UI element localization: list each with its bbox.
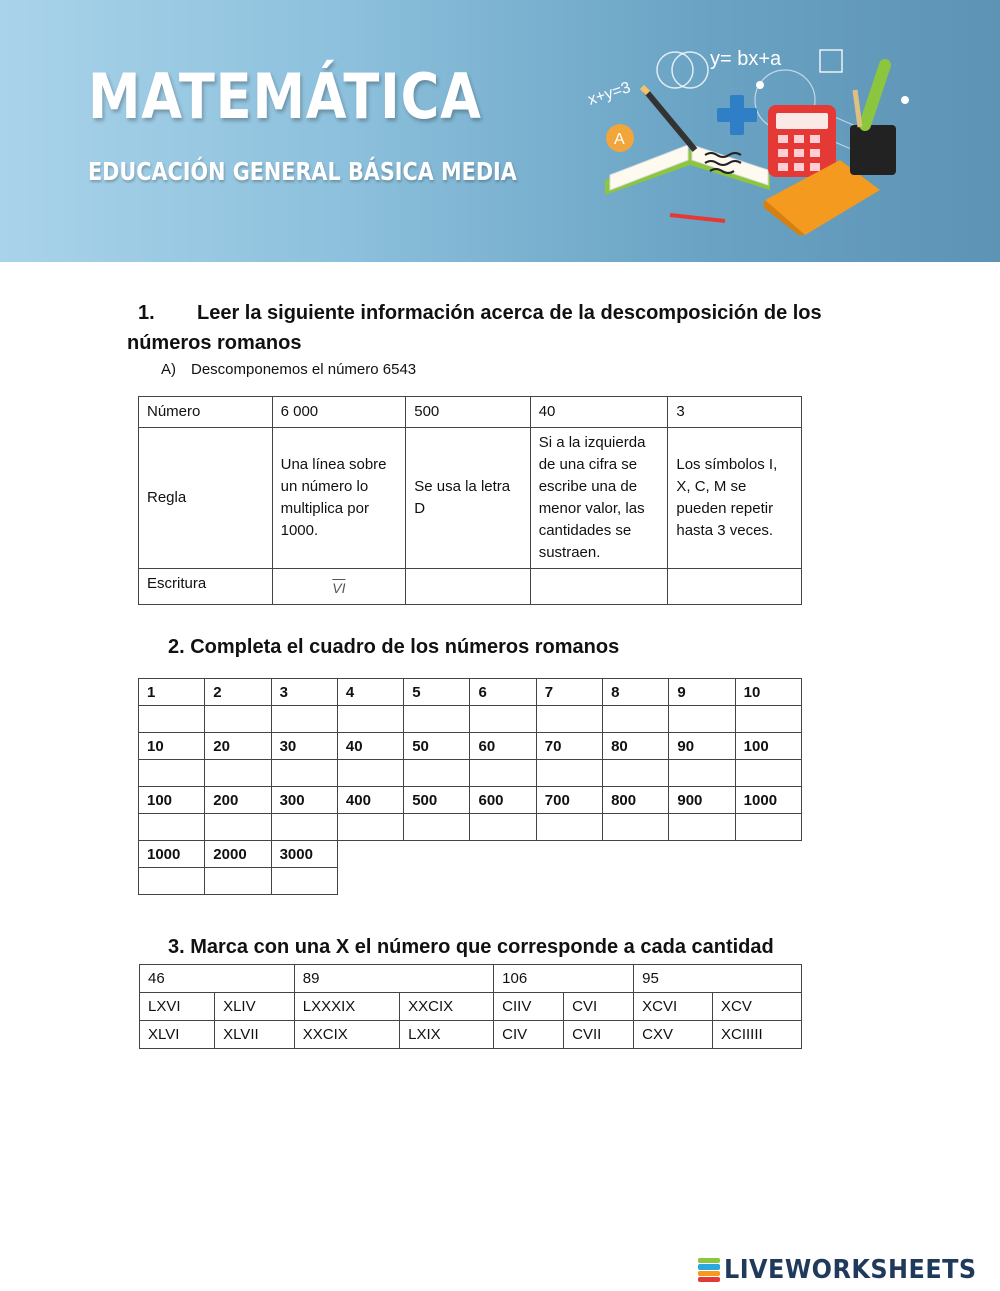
table-cell: 9 bbox=[669, 679, 735, 706]
subtitle-letter: A) bbox=[161, 361, 176, 378]
table-row bbox=[139, 787, 802, 814]
table-cell: 2000 bbox=[205, 841, 271, 868]
option-cell[interactable]: LXXXIX bbox=[294, 993, 399, 1021]
option-cell[interactable]: LXIX bbox=[400, 1021, 494, 1049]
table-cell: 106 bbox=[494, 965, 634, 993]
table-row bbox=[139, 841, 802, 868]
table-cell: 40 bbox=[337, 733, 403, 760]
answer-row bbox=[139, 760, 802, 787]
table-cell: 70 bbox=[536, 733, 602, 760]
answer-input-cell[interactable] bbox=[139, 814, 205, 841]
subtitle-text: Descomponemos el número 6543 bbox=[191, 361, 417, 378]
table-row bbox=[139, 679, 802, 706]
answer-input-cell[interactable] bbox=[337, 760, 403, 787]
table-cell: 90 bbox=[669, 733, 735, 760]
table-cell: 10 bbox=[735, 679, 801, 706]
answer-input-cell[interactable] bbox=[271, 814, 337, 841]
option-cell[interactable]: CXV bbox=[634, 1021, 713, 1049]
option-cell[interactable]: XLVI bbox=[140, 1021, 215, 1049]
answer-input-cell[interactable] bbox=[139, 760, 205, 787]
table-row-numero bbox=[139, 397, 802, 428]
formula-text-1: y= bx+a bbox=[710, 48, 782, 70]
option-cell[interactable]: CVI bbox=[564, 993, 634, 1021]
table-cell: Una línea sobre un número lo multiplica por 1000. bbox=[272, 428, 406, 569]
answer-input-cell[interactable] bbox=[205, 706, 271, 733]
option-cell[interactable]: XLIV bbox=[215, 993, 295, 1021]
table-cell: 46 bbox=[140, 965, 295, 993]
table-cell: 89 bbox=[294, 965, 493, 993]
table-cell: 30 bbox=[271, 733, 337, 760]
art-letter-a: A bbox=[614, 131, 625, 148]
question-3-heading: 3. Marca con una X el número que corresponde a cada cantidad bbox=[168, 936, 774, 958]
liveworksheets-logo bbox=[698, 1255, 999, 1285]
table-cell: 400 bbox=[337, 787, 403, 814]
table-cell: 300 bbox=[271, 787, 337, 814]
table-cell: 6 000 bbox=[272, 397, 406, 428]
question-1-heading-line2: números romanos bbox=[127, 332, 302, 354]
table-row-regla bbox=[139, 428, 802, 569]
table-cell bbox=[272, 569, 406, 605]
answer-input-cell[interactable] bbox=[205, 760, 271, 787]
table-cell: 4 bbox=[337, 679, 403, 706]
answer-input-cell[interactable] bbox=[470, 760, 536, 787]
answer-input-cell[interactable] bbox=[404, 814, 470, 841]
answer-input-cell[interactable] bbox=[470, 706, 536, 733]
answer-row bbox=[139, 814, 802, 841]
table-row-headers bbox=[140, 965, 802, 993]
answer-input-cell[interactable] bbox=[337, 814, 403, 841]
table-cell: Número bbox=[139, 397, 273, 428]
option-cell[interactable]: CIV bbox=[494, 1021, 564, 1049]
answer-input-cell[interactable] bbox=[669, 706, 735, 733]
option-cell[interactable]: XXCIX bbox=[294, 1021, 399, 1049]
table-cell: 20 bbox=[205, 733, 271, 760]
formula-text-2: x+y=3 bbox=[585, 79, 633, 109]
answer-input-cell[interactable] bbox=[603, 706, 669, 733]
answer-input-cell[interactable] bbox=[271, 706, 337, 733]
table-cell: 3 bbox=[271, 679, 337, 706]
table-cell: 3000 bbox=[271, 841, 337, 868]
option-cell[interactable]: LXVI bbox=[140, 993, 215, 1021]
table-cell: Regla bbox=[139, 428, 273, 569]
table-cell: 2 bbox=[205, 679, 271, 706]
answer-row bbox=[139, 706, 802, 733]
answer-input-cell[interactable] bbox=[205, 868, 271, 895]
table-cell: 40 bbox=[530, 397, 668, 428]
table-row-escritura bbox=[139, 569, 802, 605]
answer-input-cell[interactable] bbox=[404, 760, 470, 787]
table-cell: Se usa la letra D bbox=[406, 428, 530, 569]
multiple-choice-table bbox=[139, 964, 802, 1049]
table-cell: 1000 bbox=[735, 787, 801, 814]
table-row-options bbox=[140, 993, 802, 1021]
option-cell[interactable]: CIIV bbox=[494, 993, 564, 1021]
table-cell: 5 bbox=[404, 679, 470, 706]
table-cell: 800 bbox=[603, 787, 669, 814]
answer-input-cell[interactable] bbox=[139, 706, 205, 733]
roman-overline-value: $\overline{VI}$ bbox=[332, 580, 346, 596]
answer-input-cell[interactable] bbox=[735, 706, 801, 733]
logo-text: LIVEWORKSHEETS bbox=[724, 1255, 977, 1285]
answer-input-cell[interactable] bbox=[536, 760, 602, 787]
answer-input-cell[interactable] bbox=[603, 760, 669, 787]
table-cell: 8 bbox=[603, 679, 669, 706]
answer-input-cell[interactable] bbox=[271, 760, 337, 787]
table-cell: 1 bbox=[139, 679, 205, 706]
table-cell: 1000 bbox=[139, 841, 205, 868]
answer-input-cell[interactable] bbox=[669, 814, 735, 841]
math-illustration bbox=[580, 35, 910, 235]
answer-input-cell[interactable] bbox=[735, 814, 801, 841]
table-cell: 7 bbox=[536, 679, 602, 706]
decomposition-table bbox=[138, 396, 802, 605]
option-cell[interactable]: XCVI bbox=[634, 993, 713, 1021]
answer-input-cell[interactable] bbox=[470, 814, 536, 841]
answer-input-cell[interactable] bbox=[530, 569, 668, 605]
answer-row bbox=[139, 868, 802, 895]
table-cell: 200 bbox=[205, 787, 271, 814]
answer-input-cell[interactable] bbox=[536, 814, 602, 841]
question-1-subtitle bbox=[161, 361, 416, 378]
liveworksheets-logo-icon bbox=[698, 1258, 720, 1282]
answer-input-cell[interactable] bbox=[603, 814, 669, 841]
table-cell: 700 bbox=[536, 787, 602, 814]
answer-input-cell[interactable] bbox=[406, 569, 530, 605]
header-banner bbox=[0, 0, 1000, 262]
table-cell: Si a la izquierda de una cifra se escribe una de menor valor, las cantidades se sustraen. bbox=[530, 428, 668, 569]
question-2-heading: 2. Completa el cuadro de los números romanos bbox=[168, 636, 620, 658]
question-1-number: 1. bbox=[138, 302, 155, 324]
banner-subtitle: EDUCACIÓN GENERAL BÁSICA MEDIA bbox=[88, 157, 517, 186]
answer-input-cell[interactable] bbox=[536, 706, 602, 733]
table-cell: 80 bbox=[603, 733, 669, 760]
table-cell: 500 bbox=[406, 397, 530, 428]
roman-numerals-table bbox=[138, 678, 802, 895]
option-cell[interactable]: XLVII bbox=[215, 1021, 295, 1049]
answer-input-cell[interactable] bbox=[735, 760, 801, 787]
table-cell: 600 bbox=[470, 787, 536, 814]
table-cell: 10 bbox=[139, 733, 205, 760]
option-cell[interactable]: XCV bbox=[713, 993, 802, 1021]
table-cell: 900 bbox=[669, 787, 735, 814]
table-cell: 60 bbox=[470, 733, 536, 760]
answer-input-cell[interactable] bbox=[271, 868, 337, 895]
question-1-heading-line1: Leer la siguiente información acerca de la descomposición de los bbox=[197, 302, 822, 324]
answer-input-cell[interactable] bbox=[139, 868, 205, 895]
table-cell: 6 bbox=[470, 679, 536, 706]
option-cell[interactable]: CVII bbox=[564, 1021, 634, 1049]
table-cell: 100 bbox=[735, 733, 801, 760]
answer-input-cell[interactable] bbox=[337, 706, 403, 733]
table-row-options bbox=[140, 1021, 802, 1049]
banner-title: MATEMÁTICA bbox=[88, 60, 482, 133]
table-row bbox=[139, 733, 802, 760]
answer-input-cell[interactable] bbox=[669, 760, 735, 787]
answer-input-cell[interactable] bbox=[404, 706, 470, 733]
table-cell: 100 bbox=[139, 787, 205, 814]
option-cell[interactable]: XXCIX bbox=[400, 993, 494, 1021]
table-cell: Los símbolos I, X, C, M se pueden repetir hasta 3 veces. bbox=[668, 428, 802, 569]
answer-input-cell[interactable] bbox=[205, 814, 271, 841]
table-cell: 500 bbox=[404, 787, 470, 814]
option-cell[interactable]: XCIIIII bbox=[713, 1021, 802, 1049]
table-cell: Escritura bbox=[139, 569, 273, 605]
table-cell: 50 bbox=[404, 733, 470, 760]
answer-input-cell[interactable] bbox=[668, 569, 802, 605]
table-cell: 3 bbox=[668, 397, 802, 428]
table-cell: 95 bbox=[634, 965, 802, 993]
